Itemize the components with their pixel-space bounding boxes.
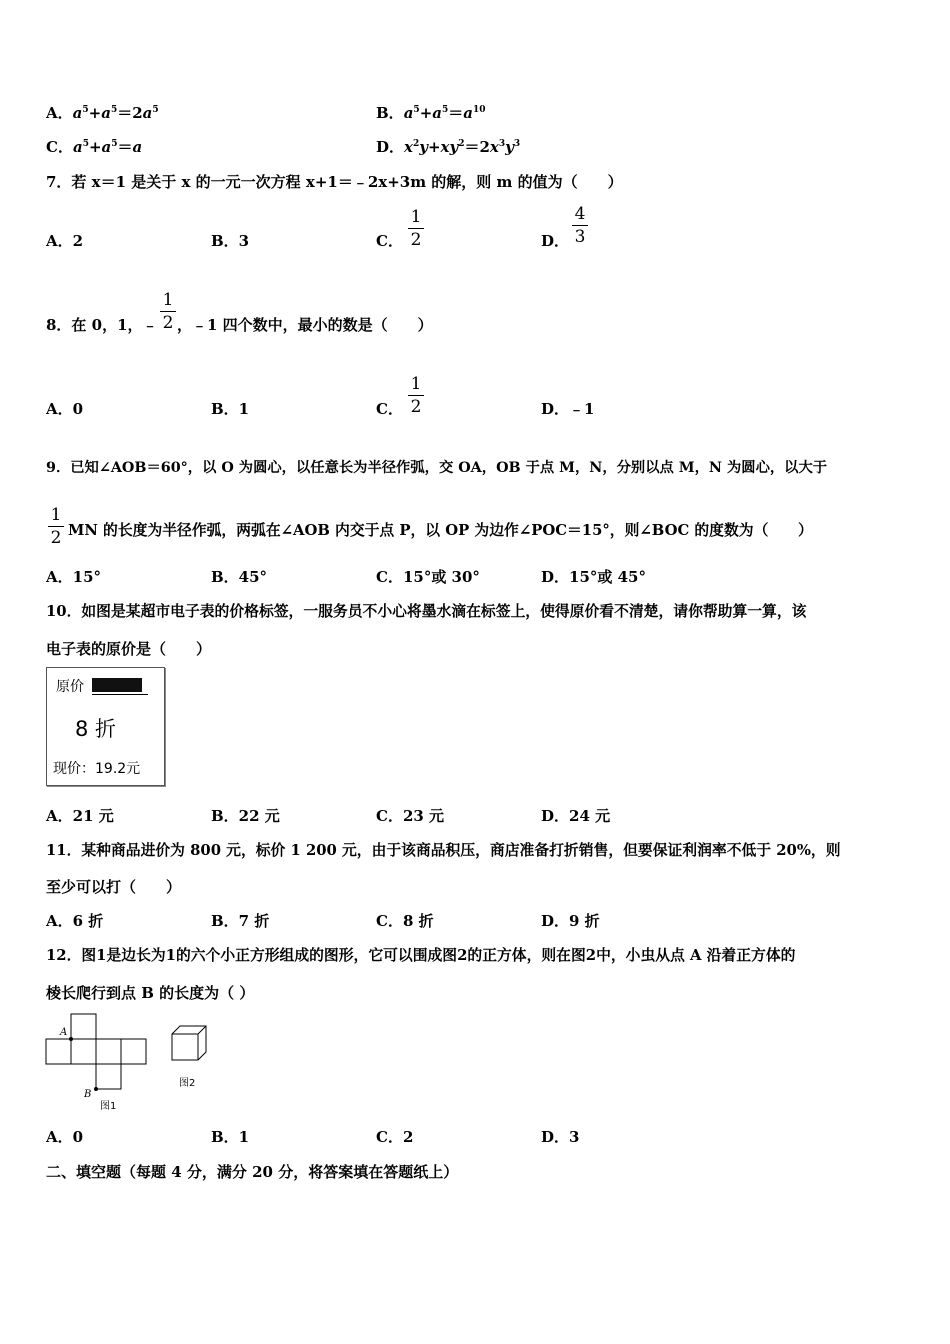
q10-option-a: A．21 元: [46, 807, 114, 825]
q12-stem-line1: 12．图1是边长为1的六个小正方形组成的图形，它可以围成图2的正方体，则在图2中，小虫从点 A 沿着正方体的: [46, 947, 796, 964]
q9-option-c: C．15°或 30°: [376, 568, 480, 586]
q8-stem-suffix: ，﹣1 四个数中，最小的数是（ ）: [177, 316, 433, 334]
q12-stem-line2: 棱长爬行到点 B 的长度为（ ）: [46, 984, 255, 1002]
q7-option-c-label: C．: [376, 232, 403, 250]
net-square-3: [96, 1039, 121, 1064]
q7-option-b: B．3: [211, 232, 250, 250]
q9-stem-line1: 9．已知∠AOB＝60°，以 O 为圆心，以任意长为半径作弧，交 OA，OB 于点 M，N，分别以点 M，N 为圆心，以大于: [46, 460, 828, 476]
q11-option-b: B．7 折: [211, 912, 270, 930]
price-tag-discount: 8 折: [75, 717, 117, 741]
ink-blot: [92, 678, 142, 692]
fig1-caption: 图1: [100, 1101, 117, 1112]
q11-option-d: D．9 折: [541, 912, 600, 930]
q12-option-a: A．0: [46, 1128, 84, 1146]
q12-option-c: C．2: [376, 1128, 414, 1146]
q7-option-d-label: D．: [541, 232, 570, 250]
net-square-1: [46, 1039, 71, 1064]
cube-figure2: [172, 1026, 206, 1060]
price-tag-figure: [46, 667, 165, 786]
q12-option-b: B．1: [211, 1128, 250, 1146]
q8-fraction: 1 2: [160, 290, 176, 333]
q9-option-b: B．45°: [211, 568, 268, 586]
q7-stem: 7．若 x＝1 是关于 x 的一元一次方程 x+1＝﹣2x+3m 的解，则 m 的值为（ ）: [46, 173, 623, 191]
q10-stem-line1: 10．如图是某超市电子表的价格标签，一服务员不小心将墨水滴在标签上，使得原价看不清楚，请你帮助算一算，该: [46, 603, 807, 620]
q11-option-c: C．8 折: [376, 912, 434, 930]
q6-option-a: A．$a^5+a^5=2a^5$: [46, 104, 159, 122]
q11-option-a: A．6 折: [46, 912, 104, 930]
q10-stem-line2: 电子表的原价是（ ）: [46, 640, 212, 658]
cube-net-figure1: [46, 1014, 146, 1089]
q8-option-c-fraction: 1 2: [408, 374, 424, 417]
fig2-caption: 图2: [179, 1078, 196, 1089]
net-square-4: [121, 1039, 146, 1064]
q8-stem-prefix: 8．在 0，1，﹣: [46, 316, 158, 334]
q12-option-d: D．3: [541, 1128, 580, 1146]
price-tag-underline: [92, 694, 148, 695]
q9-fraction: 1 2: [48, 505, 64, 548]
q10-option-d: D．24 元: [541, 807, 611, 825]
q9-stem-line2: MN 的长度为半径作弧，两弧在∠AOB 内交于点 P，以 OP 为边作∠POC＝15°，则∠BOC 的度数为（ ）: [68, 522, 813, 539]
point-b: [94, 1087, 98, 1091]
q6-option-d: D．$x^2y+xy^2=2x^3y^3$: [376, 138, 521, 156]
q10-option-c: C．23 元: [376, 807, 445, 825]
q11-stem-line2: 至少可以打（ ）: [46, 878, 182, 896]
q8-option-c-label: C．: [376, 400, 403, 418]
point-a: [69, 1037, 73, 1041]
label-a: A: [60, 1027, 68, 1038]
net-square-top: [71, 1014, 96, 1039]
q10-option-b: B．22 元: [211, 807, 280, 825]
q8-option-a: A．0: [46, 400, 84, 418]
price-tag-original-label: 原价: [56, 679, 84, 695]
q7-option-a: A．2: [46, 232, 84, 250]
q8-option-d: D．﹣1: [541, 400, 595, 418]
q11-stem-line1: 11．某种商品进价为 800 元，标价 1 200 元，由于该商品积压，商店准备打折销售，但要保证利润率不低于 20%，则: [46, 842, 841, 859]
price-tag-current-price: 现价：19.2元: [53, 761, 141, 777]
q6-option-b: B．$a^5+a^5=a^{10}$: [376, 104, 486, 122]
q6-option-c: C．$a^5+a^5=a$: [46, 138, 143, 156]
label-b: B: [84, 1089, 92, 1100]
section-2-heading: 二、填空题（每题 4 分，满分 20 分，将答案填在答题纸上）: [46, 1163, 459, 1181]
q9-option-d: D．15°或 45°: [541, 568, 646, 586]
q9-option-a: A．15°: [46, 568, 102, 586]
q8-option-b: B．1: [211, 400, 250, 418]
net-square-bottom: [96, 1064, 121, 1089]
cube-net-figures: [40, 1010, 220, 1115]
q7-option-c-fraction: 1 2: [408, 207, 424, 250]
net-square-2: [71, 1039, 96, 1064]
q7-option-d-fraction: 4 3: [572, 204, 588, 247]
